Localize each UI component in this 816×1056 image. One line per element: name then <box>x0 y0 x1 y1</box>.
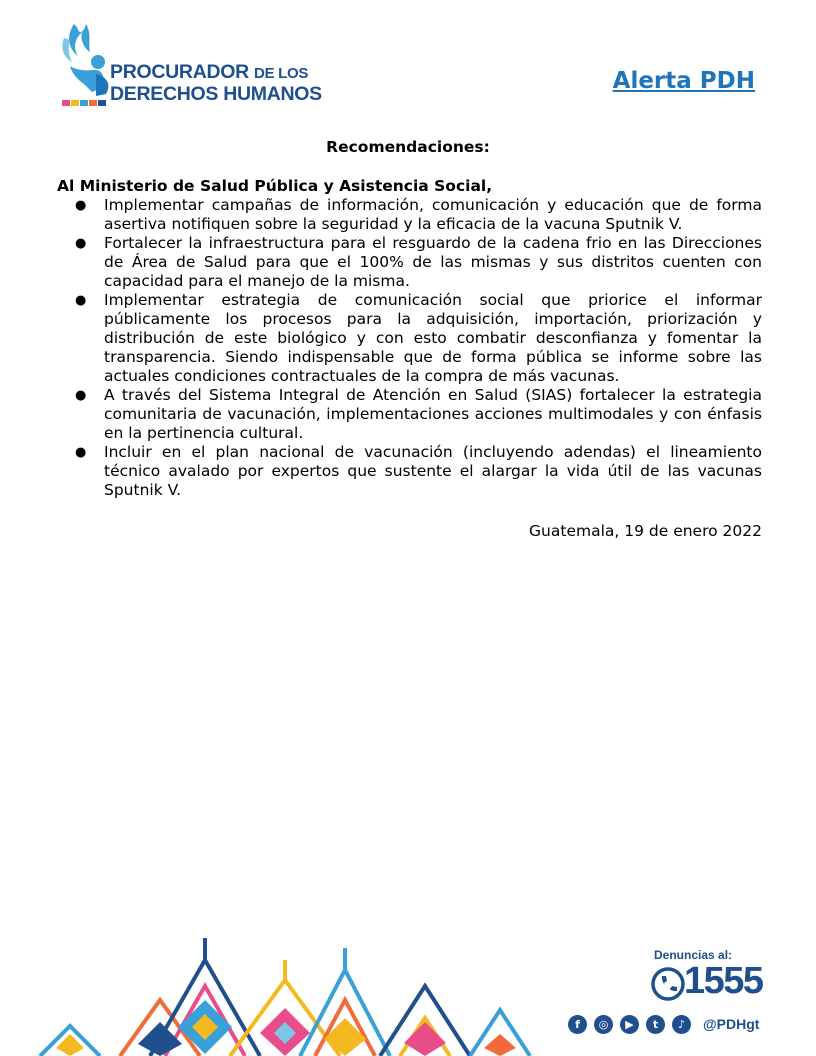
logo-line-2: DERECHOS HUMANOS <box>110 83 322 105</box>
woven-pattern-decoration <box>0 930 560 1056</box>
social-handle[interactable]: @PDHgt <box>703 1016 760 1032</box>
bullet-icon: ● <box>75 445 87 460</box>
recommendations-list <box>57 196 762 500</box>
facebook-icon[interactable]: f <box>568 1015 587 1034</box>
tiktok-icon[interactable]: ♪ <box>672 1015 691 1034</box>
twitter-icon[interactable]: t <box>646 1015 665 1034</box>
list-item: ● A través del Sistema Integral de Atención en Salud (SIAS) fortalecer la estrategia comunitaria de vacunación, implementaciones acciones multimodales y con énfasis en la pertinencia cultural. <box>75 386 762 442</box>
logo-line-1: PROCURADOR <box>110 61 249 83</box>
list-item: ● Implementar estrategia de comunicación social que priorice el informar públicamente los procesos para la adquisición, importación, priorización y distribución de este biológico y con esto combatir desconfianza y fomentar la transparencia. Siendo indispensable que de forma pública se informe sobre las actuales condiciones contractuales de la compra de más vacunas. <box>75 291 762 385</box>
list-item: ● Fortalecer la infraestructura para el resguardo de la cadena frio en las Direcciones de Área de Salud para que el 100% de las mismas y sus distritos cuenten con capacidad para el manejo de la misma. <box>75 234 762 290</box>
bullet-icon: ● <box>75 236 87 251</box>
hotline-label: Denuncias al: <box>654 948 733 962</box>
bullet-icon: ● <box>75 198 87 213</box>
logo-wordmark <box>110 62 322 105</box>
hotline-number: 1555 <box>684 960 763 1002</box>
alert-title: Alerta PDH <box>612 68 755 94</box>
recommendations-heading: Recomendaciones: <box>326 138 490 156</box>
list-item: ● Incluir en el plan nacional de vacunación (incluyendo adendas) el lineamiento técnico avalado por expertos que sustente el alargar la vida útil de las vacunas Sputnik V. <box>75 443 762 499</box>
addressee: Al Ministerio de Salud Pública y Asistencia Social, <box>57 177 493 195</box>
logo-line-1-suffix: DE LOS <box>254 65 309 82</box>
bullet-icon: ● <box>75 388 87 403</box>
instagram-icon[interactable]: ◎ <box>594 1015 613 1034</box>
youtube-icon[interactable]: ▶ <box>620 1015 639 1034</box>
social-links <box>568 1015 788 1037</box>
list-item: ● Implementar campañas de información, comunicación y educación que de forma asertiva notifiquen sobre la seguridad y la eficacia de la vacuna Sputnik V. <box>75 196 762 233</box>
document-date: Guatemala, 19 de enero 2022 <box>529 522 762 540</box>
bullet-icon: ● <box>75 293 87 308</box>
phone-icon <box>650 966 686 1002</box>
